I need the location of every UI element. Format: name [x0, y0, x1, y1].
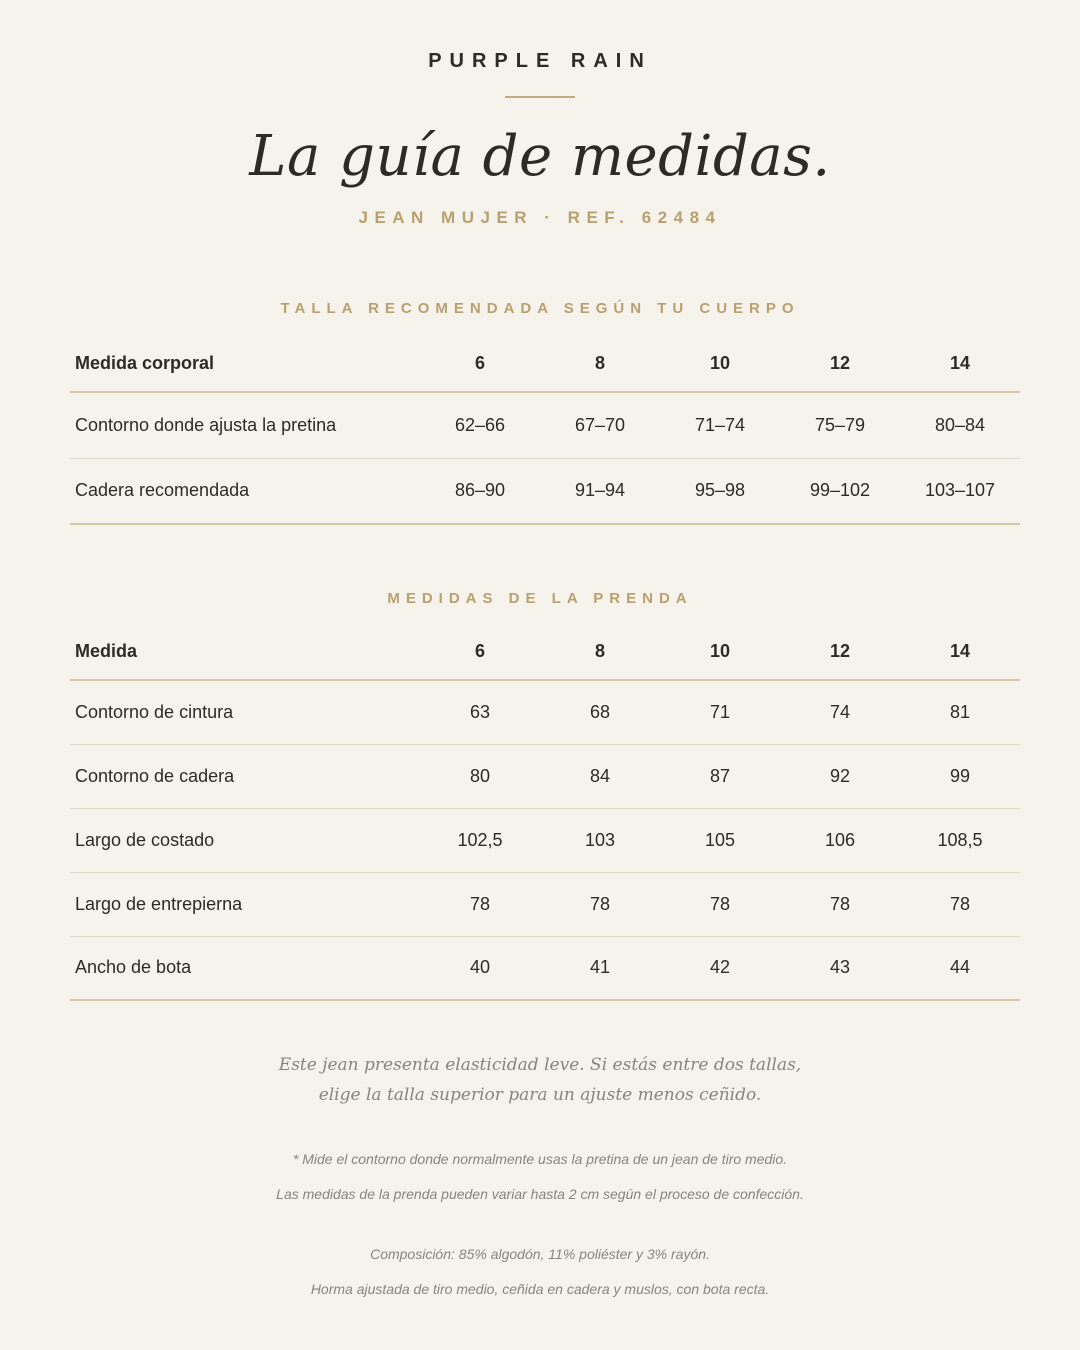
table-cell: 99–102	[780, 458, 900, 524]
table-cell: 84	[540, 744, 660, 808]
brand-divider	[505, 96, 575, 98]
table-cell: 62–66	[420, 392, 540, 458]
table-row	[70, 744, 1020, 808]
table-cell: 78	[660, 872, 780, 936]
fit-note-line: elige la talla superior para un ajuste menos ceñido.	[318, 1085, 762, 1105]
table-cell: 103	[540, 808, 660, 872]
table-cell: 78	[780, 872, 900, 936]
table-cell: 106	[780, 808, 900, 872]
row-label: Largo de entrepierna	[70, 872, 420, 936]
column-header: 10	[660, 336, 780, 392]
table-cell: 103–107	[900, 458, 1020, 524]
garment-measures-heading: MEDIDAS DE LA PRENDA	[387, 590, 693, 607]
table-cell: 81	[900, 680, 1020, 744]
table-row	[70, 680, 1020, 744]
row-label: Cadera recomendada	[70, 458, 420, 524]
table-cell: 42	[660, 936, 780, 1000]
table-row	[70, 392, 1020, 458]
column-header: 10	[660, 624, 780, 680]
table-cell: 80	[420, 744, 540, 808]
table-cell: 99	[900, 744, 1020, 808]
table-cell: 43	[780, 936, 900, 1000]
garment-measures-table	[70, 624, 1020, 1001]
column-header: 6	[420, 624, 540, 680]
body-size-heading: TALLA RECOMENDADA SEGÚN TU CUERPO	[280, 300, 800, 317]
table-cell: 41	[540, 936, 660, 1000]
table-cell: 108,5	[900, 808, 1020, 872]
table-cell: 87	[660, 744, 780, 808]
product-subtitle: JEAN MUJER · REF. 62484	[358, 208, 722, 227]
table-row	[70, 936, 1020, 1000]
table-cell: 71–74	[660, 392, 780, 458]
column-header: Medida	[70, 624, 420, 680]
column-header: 6	[420, 336, 540, 392]
table-cell: 68	[540, 680, 660, 744]
table-row	[70, 808, 1020, 872]
measure-footnote: * Mide el contorno donde normalmente usas la pretina de un jean de tiro medio.	[292, 1151, 788, 1167]
column-header: 14	[900, 336, 1020, 392]
column-header: Medida corporal	[70, 336, 420, 392]
table-cell: 78	[540, 872, 660, 936]
table-cell: 74	[780, 680, 900, 744]
table-header-row	[70, 624, 1020, 680]
table-cell: 80–84	[900, 392, 1020, 458]
fit-footnote: Horma ajustada de tiro medio, ceñida en cadera y muslos, con bota recta.	[310, 1281, 770, 1297]
column-header: 14	[900, 624, 1020, 680]
table-cell: 44	[900, 936, 1020, 1000]
row-label: Contorno de cintura	[70, 680, 420, 744]
table-header-row	[70, 336, 1020, 392]
page-title: La guía de medidas.	[249, 124, 831, 189]
fit-note-line: Este jean presenta elasticidad leve. Si estás entre dos tallas,	[278, 1055, 802, 1075]
row-label: Contorno donde ajusta la pretina	[70, 392, 420, 458]
table-cell: 95–98	[660, 458, 780, 524]
column-header: 8	[540, 336, 660, 392]
table-cell: 71	[660, 680, 780, 744]
table-cell: 105	[660, 808, 780, 872]
brand-name: PURPLE RAIN	[428, 50, 652, 72]
variation-footnote: Las medidas de la prenda pueden variar hasta 2 cm según el proceso de confección.	[276, 1186, 804, 1202]
column-header: 12	[780, 336, 900, 392]
body-size-table	[70, 336, 1020, 525]
fit-note	[0, 1050, 1080, 1110]
table-row	[70, 458, 1020, 524]
row-label: Ancho de bota	[70, 936, 420, 1000]
composition-footnote: Composición: 85% algodón, 11% poliéster y 3% rayón.	[370, 1246, 710, 1262]
table-cell: 91–94	[540, 458, 660, 524]
table-row	[70, 872, 1020, 936]
row-label: Contorno de cadera	[70, 744, 420, 808]
column-header: 8	[540, 624, 660, 680]
table-cell: 75–79	[780, 392, 900, 458]
table-cell: 78	[420, 872, 540, 936]
row-label: Largo de costado	[70, 808, 420, 872]
table-cell: 92	[780, 744, 900, 808]
table-cell: 67–70	[540, 392, 660, 458]
table-cell: 102,5	[420, 808, 540, 872]
table-cell: 63	[420, 680, 540, 744]
table-cell: 86–90	[420, 458, 540, 524]
table-cell: 78	[900, 872, 1020, 936]
column-header: 12	[780, 624, 900, 680]
table-cell: 40	[420, 936, 540, 1000]
